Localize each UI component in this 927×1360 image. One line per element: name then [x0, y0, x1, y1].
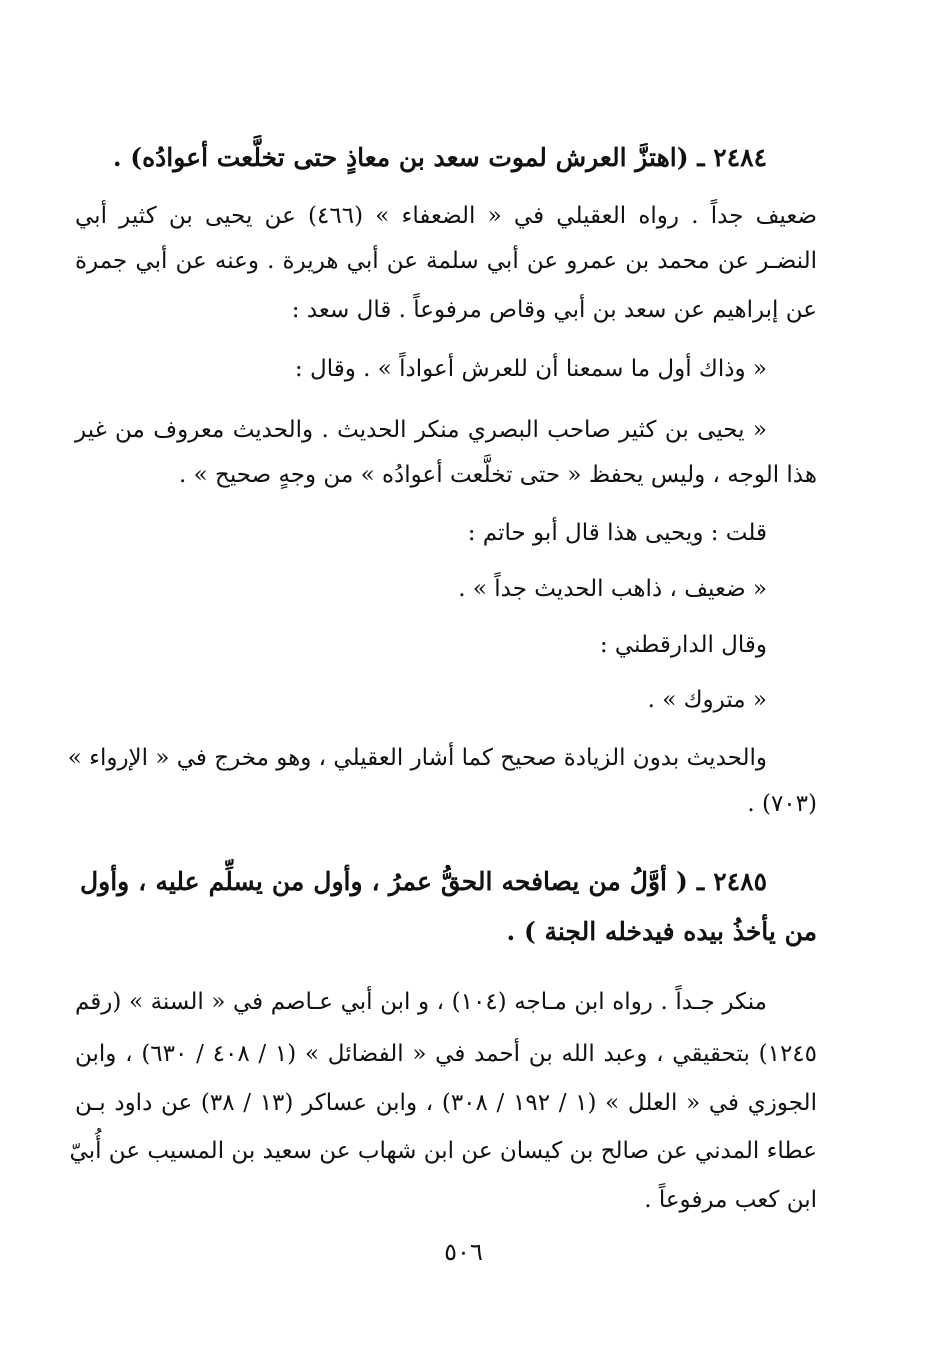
entry-2484-quote-1: « وذاك أول ما سمعنا أن للعرش أعواداً » . وقال : — [294, 356, 767, 382]
entry-2485-line-3: الجوزي في « العلل » (١ / ١٩٢ / ٣٠٨) ، وابن عساكر (١٣ / ٣٨) عن داود بـن — [75, 1090, 817, 1116]
entry-2484-heading: ٢٤٨٤ ـ (اهتزَّ العرش لموت سعد بن معاذٍ حتى تخلَّعت أعوادُه) . — [112, 143, 767, 172]
entry-2485-heading-line-1: ٢٤٨٥ ـ ( أوَّلُ من يصافحه الحقُّ عمرُ ، وأول من يسلِّم عليه ، وأول — [80, 867, 767, 896]
entry-2484-quote-3: « ضعيف ، ذاهب الحديث جداً » . — [458, 576, 767, 602]
entry-2484-quote-2-line-2: هذا الوجه ، وليس يحفظ « حتى تخلَّعت أعوادُه » من وجهٍ صحيح » . — [178, 462, 817, 488]
page-number: ٥٠٦ — [444, 1238, 483, 1266]
entry-2484-quote-2-line-1: « يحيى بن كثير صاحب البصري منكر الحديث . والحديث معروف من غير — [75, 417, 767, 443]
entry-2485-line-2: ١٢٤٥) بتحقيقي ، وعبد الله بن أحمد في « الفضائل » (١ / ٤٠٨ / ٦٣٠) ، وابن — [75, 1041, 818, 1067]
entry-2484-final-line-1: والحديث بدون الزيادة صحيح كما أشار العقيلي ، وهو مخرج في « الإرواء » — [67, 745, 767, 771]
entry-2484-note-abu-hatim: قلت : ويحيى هذا قال أبو حاتم : — [467, 520, 767, 546]
entry-2484-line-3: عن إبراهيم عن سعد بن أبي وقاص مرفوعاً . قال سعد : — [291, 297, 817, 323]
entry-2484-daraqutni: وقال الدارقطني : — [599, 632, 767, 658]
entry-2485-line-4: عطاء المدني عن صالح بن كيسان عن ابن شهاب عن سعيد بن المسيب عن أُبيّ — [69, 1138, 817, 1164]
entry-2485-line-1: منكر جـداً . رواه ابن مـاجه (١٠٤) ، و ابن أبي عـاصم في « السنة » (رقم — [75, 989, 767, 1015]
entry-2485-heading-line-2: من يأخذُ بيده فيدخله الجنة ) . — [506, 917, 817, 946]
entry-2484-quote-4: « متروك » . — [647, 687, 767, 713]
entry-2484-final-line-2: (٧٠٣) . — [747, 791, 817, 817]
entry-2484-line-2: النضـر عن محمد بن عمرو عن أبي سلمة عن أبي هريرة . وعنه عن أبي جمرة — [75, 248, 817, 274]
entry-2484-line-1: ضعيف جداً . رواه العقيلي في « الضعفاء » (٤٦٦) عن يحيى بن كثير أبي — [75, 203, 817, 229]
entry-2485-line-5: ابن كعب مرفوعاً . — [644, 1187, 817, 1213]
